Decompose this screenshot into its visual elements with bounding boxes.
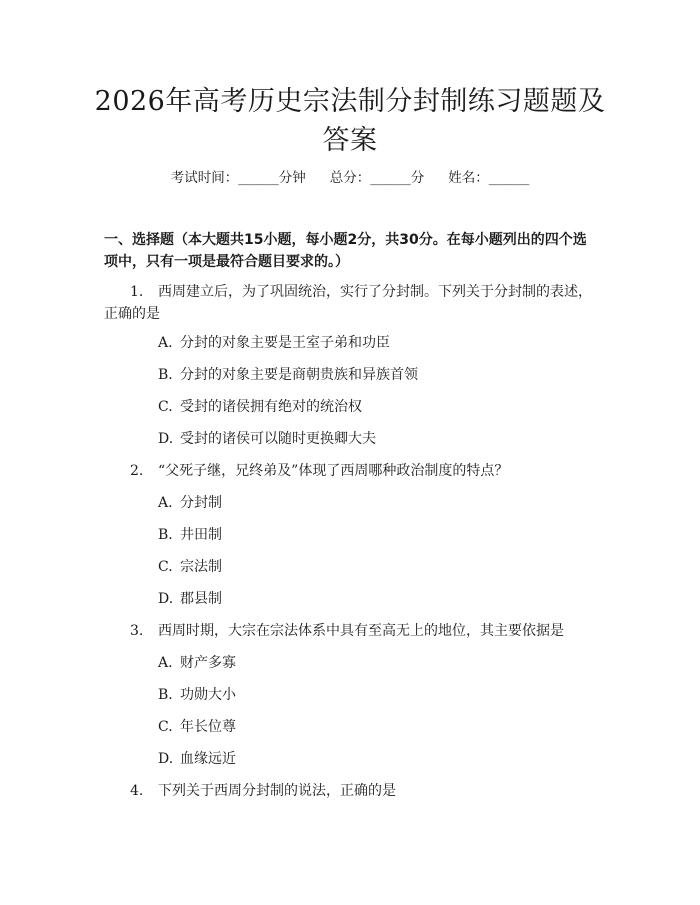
- option-text: 分封的对象主要是王室子弟和功臣: [180, 335, 390, 351]
- option-letter: B.: [158, 687, 173, 703]
- option-1d: [158, 428, 598, 450]
- option-text: 井田制: [180, 527, 222, 543]
- option-text: 宗法制: [180, 559, 222, 575]
- question-text: “父死子继，兄终弟及”体现了西周哪种政治制度的特点？: [158, 463, 509, 479]
- option-letter: D.: [158, 431, 174, 447]
- document-title: 2026年高考历史宗法制分封制练习题题及答案: [94, 86, 606, 156]
- option-1c: [158, 396, 598, 418]
- option-text: 财产多寡: [180, 655, 236, 671]
- question-4: [104, 780, 600, 802]
- question-text: 下列关于西周分封制的说法，正确的是: [158, 783, 396, 799]
- question-2: [104, 460, 600, 482]
- question-1: [104, 281, 600, 325]
- question-number: 4.: [130, 783, 144, 799]
- exam-time: 考试时间：______分钟: [170, 170, 306, 186]
- option-3d: [158, 748, 598, 770]
- section-heading: 一、选择题（本大题共15小题，每小题2分，共30分。在每小题列出的四个选项中，只有一项是最符合题目要求的。）: [104, 232, 587, 270]
- option-2d: [158, 588, 598, 610]
- option-text: 分封的对象主要是商朝贵族和异族首领: [180, 367, 418, 383]
- option-text: 功勋大小: [180, 687, 236, 703]
- option-letter: B.: [158, 527, 173, 543]
- exam-name: 姓名：______: [448, 170, 530, 186]
- option-text: 郡县制: [180, 591, 222, 607]
- option-text: 受封的诸侯可以随时更换卿大夫: [180, 431, 376, 447]
- question-number: 1.: [130, 284, 144, 300]
- question-text: 西周时期，大宗在宗法体系中具有至高无上的地位，其主要依据是: [158, 623, 564, 639]
- exam-score: 总分：______分: [329, 170, 425, 186]
- option-2c: [158, 556, 598, 578]
- option-text: 受封的诸侯拥有绝对的统治权: [180, 399, 362, 415]
- option-1b: [158, 364, 598, 386]
- option-letter: C.: [158, 719, 173, 735]
- option-1a: [158, 332, 598, 354]
- option-text: 分封制: [180, 495, 222, 511]
- question-number: 3.: [130, 623, 144, 639]
- option-letter: A.: [158, 335, 173, 351]
- question-text: 西周建立后，为了巩固统治，实行了分封制。下列关于分封制的表述，正确的是: [104, 284, 592, 322]
- option-text: 年长位尊: [180, 719, 236, 735]
- option-letter: D.: [158, 591, 174, 607]
- option-letter: A.: [158, 655, 173, 671]
- option-text: 血缘远近: [180, 751, 236, 767]
- option-letter: B.: [158, 367, 173, 383]
- exam-info: [0, 168, 700, 188]
- option-letter: D.: [158, 751, 174, 767]
- option-3a: [158, 652, 598, 674]
- option-letter: C.: [158, 559, 173, 575]
- option-3c: [158, 716, 598, 738]
- option-2b: [158, 524, 598, 546]
- option-letter: C.: [158, 399, 173, 415]
- question-3: [104, 620, 600, 642]
- option-letter: A.: [158, 495, 173, 511]
- option-2a: [158, 492, 598, 514]
- question-number: 2.: [130, 463, 144, 479]
- option-3b: [158, 684, 598, 706]
